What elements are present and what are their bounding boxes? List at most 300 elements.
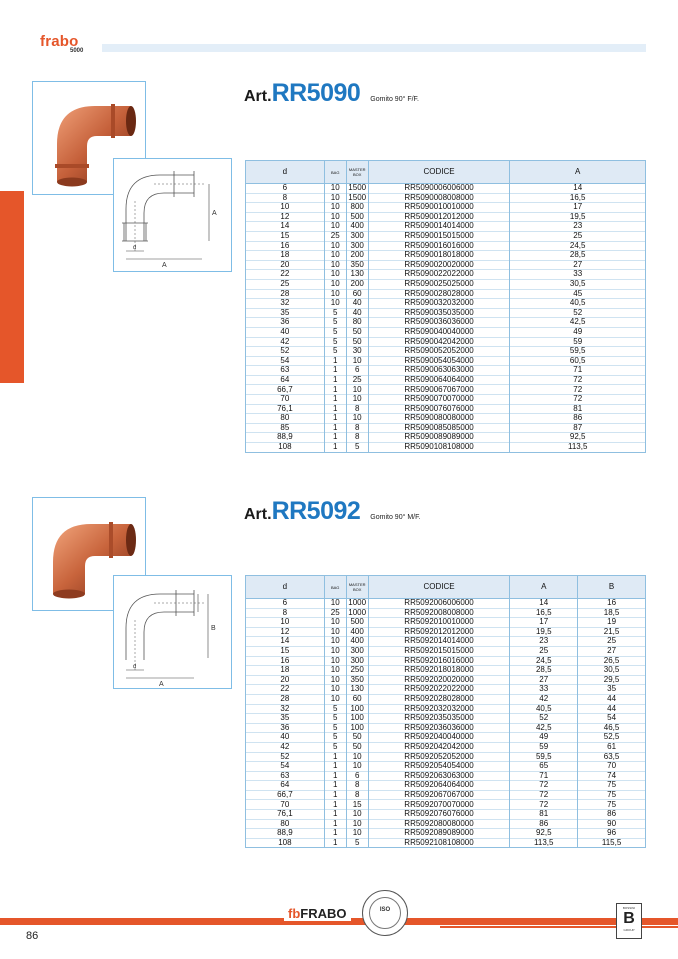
table-row: [246, 231, 646, 241]
table-cell: 10: [324, 270, 346, 280]
table-cell: 25: [324, 608, 346, 618]
table-cell: 1: [324, 752, 346, 762]
col-header-master-box: MASTER BOX: [346, 161, 368, 184]
table-row: [246, 375, 646, 385]
table-cell: 1: [324, 414, 346, 424]
table-cell: 59: [510, 742, 578, 752]
table-cell: 16,5: [510, 193, 646, 203]
table-row: [246, 656, 646, 666]
table-cell: 40,5: [510, 299, 646, 309]
table-cell: RR5092008008000: [368, 608, 510, 618]
table-cell: 64: [246, 781, 325, 791]
table-row: [246, 423, 646, 433]
table-cell: RR5092054054000: [368, 762, 510, 772]
table-cell: 96: [578, 829, 646, 839]
table-cell: 60: [346, 289, 368, 299]
table-cell: 54: [246, 356, 325, 366]
badge-top-text: BOSSINI: [622, 906, 636, 910]
table-cell: RR5090042042000: [368, 337, 510, 347]
table-cell: 200: [346, 251, 368, 261]
article-code: RR5092: [271, 497, 361, 525]
table-cell: 50: [346, 337, 368, 347]
art-prefix: Art.: [244, 506, 272, 523]
table-cell: 32: [246, 299, 325, 309]
table-cell: 5: [324, 327, 346, 337]
table-cell: 87: [510, 423, 646, 433]
table-cell: 10: [324, 299, 346, 309]
table-cell: 30: [346, 347, 368, 357]
table-cell: 800: [346, 203, 368, 213]
table-row: [246, 203, 646, 213]
table-cell: 27: [578, 646, 646, 656]
table-cell: 1: [324, 423, 346, 433]
table-cell: 40: [246, 733, 325, 743]
table-cell: 80: [346, 318, 368, 328]
side-tab: [0, 191, 24, 383]
table-cell: 5: [324, 308, 346, 318]
table-cell: RR5090089089000: [368, 433, 510, 443]
table-cell: 81: [510, 404, 646, 414]
table-cell: 16: [246, 656, 325, 666]
table-cell: 1: [324, 356, 346, 366]
table-cell: 59: [510, 337, 646, 347]
drawing-label-d: d: [133, 664, 137, 670]
table-cell: 15: [246, 231, 325, 241]
col-header-b: B: [578, 576, 646, 599]
table-cell: 29,5: [578, 675, 646, 685]
table-row: [246, 781, 646, 791]
col-header-d: d: [246, 576, 325, 599]
table-cell: 1: [324, 375, 346, 385]
table-cell: 10: [324, 675, 346, 685]
table-cell: 1000: [346, 608, 368, 618]
table-cell: 16: [246, 241, 325, 251]
drawing-label-d: d: [133, 245, 137, 251]
table-cell: 72: [510, 781, 578, 791]
table-cell: 44: [578, 694, 646, 704]
table-cell: 16,5: [510, 608, 578, 618]
table-row: [246, 704, 646, 714]
table-cell: 66,7: [246, 385, 325, 395]
table-cell: 71: [510, 771, 578, 781]
table-cell: 88,9: [246, 829, 325, 839]
table-cell: RR5090025025000: [368, 279, 510, 289]
table-cell: 10: [324, 251, 346, 261]
table-cell: 10: [346, 752, 368, 762]
table-row: [246, 212, 646, 222]
table-cell: 10: [324, 694, 346, 704]
table-cell: 72: [510, 800, 578, 810]
table-row: [246, 395, 646, 405]
table-cell: 72: [510, 395, 646, 405]
table-cell: 10: [324, 618, 346, 628]
table-cell: 86: [578, 810, 646, 820]
table-row: [246, 637, 646, 647]
table-cell: 25: [246, 279, 325, 289]
table-cell: 46,5: [578, 723, 646, 733]
table-cell: 54: [578, 714, 646, 724]
table-cell: RR5092036036000: [368, 723, 510, 733]
table-cell: 1: [324, 810, 346, 820]
table-cell: 72: [510, 385, 646, 395]
table-row: [246, 790, 646, 800]
footer-logo-word: FRABO: [300, 906, 347, 921]
table-row: [246, 819, 646, 829]
table-cell: 8: [346, 781, 368, 791]
table-cell: 15: [346, 800, 368, 810]
table-cell: 1: [324, 838, 346, 848]
table-cell: 5: [324, 742, 346, 752]
table-cell: 10: [346, 395, 368, 405]
table-cell: 19,5: [510, 627, 578, 637]
table-cell: 65: [510, 762, 578, 772]
table-row: [246, 193, 646, 203]
table-cell: 1: [324, 781, 346, 791]
footer-band-thin: [440, 926, 678, 928]
table-row: [246, 222, 646, 232]
table-cell: 1: [324, 443, 346, 453]
table-cell: RR5090076076000: [368, 404, 510, 414]
table-row: [246, 714, 646, 724]
table-cell: 36: [246, 723, 325, 733]
table-row: [246, 347, 646, 357]
table-cell: 1: [324, 800, 346, 810]
table-cell: 80: [246, 819, 325, 829]
table-cell: 10: [324, 212, 346, 222]
table-cell: 76,1: [246, 810, 325, 820]
table-cell: 1500: [346, 193, 368, 203]
table-cell: RR5090080080000: [368, 414, 510, 424]
table-cell: 92,5: [510, 829, 578, 839]
table-cell: RR5092080080000: [368, 819, 510, 829]
table-cell: 63: [246, 771, 325, 781]
table-cell: 10: [324, 279, 346, 289]
table-cell: RR5092040040000: [368, 733, 510, 743]
table-row: [246, 694, 646, 704]
table-cell: 17: [510, 618, 578, 628]
table-cell: 42: [510, 694, 578, 704]
table-row: [246, 838, 646, 848]
table-row: [246, 270, 646, 280]
table-cell: 70: [246, 800, 325, 810]
table-row: [246, 279, 646, 289]
table-cell: RR5090018018000: [368, 251, 510, 261]
table-row: [246, 308, 646, 318]
table-cell: RR5092014014000: [368, 637, 510, 647]
table-cell: RR5090022022000: [368, 270, 510, 280]
col-header-a: A: [510, 576, 578, 599]
product-table-rr5092: [245, 575, 646, 848]
table-cell: 200: [346, 279, 368, 289]
table-cell: 1: [324, 385, 346, 395]
table-cell: 81: [510, 810, 578, 820]
table-row: [246, 675, 646, 685]
article-description: Gomito 90° M/F.: [370, 514, 421, 521]
col-header-master-box: MASTER BOX: [346, 576, 368, 599]
table-cell: 19,5: [510, 212, 646, 222]
table-cell: 25: [510, 231, 646, 241]
drawing-label-a: A: [159, 681, 164, 688]
table-cell: RR5090028028000: [368, 289, 510, 299]
table-row: [246, 251, 646, 261]
table-cell: 33: [510, 270, 646, 280]
table-cell: 52: [246, 752, 325, 762]
logo-word: frabo: [40, 33, 79, 50]
table-cell: RR5090108108000: [368, 443, 510, 453]
table-cell: 1000: [346, 599, 368, 609]
table-row: [246, 404, 646, 414]
table-cell: 23: [510, 222, 646, 232]
article-description: Gomito 90° F/F.: [370, 96, 419, 103]
table-cell: RR5090010010000: [368, 203, 510, 213]
table-cell: 350: [346, 675, 368, 685]
table-cell: 33: [510, 685, 578, 695]
table-cell: 115,5: [578, 838, 646, 848]
table-cell: 15: [246, 646, 325, 656]
table-cell: 10: [324, 241, 346, 251]
table-cell: RR5090008008000: [368, 193, 510, 203]
table-cell: 5: [324, 723, 346, 733]
table-cell: RR5092052052000: [368, 752, 510, 762]
table-cell: 20: [246, 675, 325, 685]
art-prefix: Art.: [244, 88, 272, 105]
table-cell: 8: [346, 404, 368, 414]
table-row: [246, 414, 646, 424]
table-cell: 5: [324, 704, 346, 714]
table-row: [246, 733, 646, 743]
table-cell: RR5090054054000: [368, 356, 510, 366]
table-cell: 40: [346, 299, 368, 309]
table-cell: 10: [324, 222, 346, 232]
table-cell: 75: [578, 781, 646, 791]
article-title-rr5092: [244, 497, 421, 526]
article-code: RR5090: [271, 79, 361, 107]
table-row: [246, 299, 646, 309]
drawing-label-a-horizontal: A: [162, 262, 167, 269]
table-cell: RR5090035035000: [368, 308, 510, 318]
table-cell: RR5090020020000: [368, 260, 510, 270]
header-band: [102, 44, 646, 52]
table-cell: 1: [324, 433, 346, 443]
table-row: [246, 433, 646, 443]
table-cell: 5: [346, 443, 368, 453]
table-cell: RR5092015015000: [368, 646, 510, 656]
table-row: [246, 385, 646, 395]
table-cell: 1: [324, 404, 346, 414]
logo-sub: 5000: [70, 48, 84, 54]
table-row: [246, 666, 646, 676]
table-cell: 35: [246, 308, 325, 318]
table-cell: RR5090012012000: [368, 212, 510, 222]
table-cell: RR5092067067000: [368, 790, 510, 800]
table-cell: 5: [324, 318, 346, 328]
table-cell: 10: [324, 260, 346, 270]
table-cell: 45: [510, 289, 646, 299]
table-cell: RR5092032032000: [368, 704, 510, 714]
table-cell: 10: [346, 385, 368, 395]
table-cell: 30,5: [510, 279, 646, 289]
table-cell: RR5092020020000: [368, 675, 510, 685]
table-cell: 92,5: [510, 433, 646, 443]
table-cell: 300: [346, 231, 368, 241]
table-cell: 75: [578, 800, 646, 810]
table-cell: 49: [510, 733, 578, 743]
table-cell: 113,5: [510, 838, 578, 848]
table-cell: 19: [578, 618, 646, 628]
table-cell: 52,5: [578, 733, 646, 743]
table-cell: 66,7: [246, 790, 325, 800]
table-row: [246, 685, 646, 695]
table-cell: 50: [346, 327, 368, 337]
table-cell: 10: [324, 666, 346, 676]
table-cell: 1: [324, 395, 346, 405]
table-cell: RR5092016016000: [368, 656, 510, 666]
table-cell: 26,5: [578, 656, 646, 666]
badge-letter: B: [623, 910, 635, 927]
frabo-logo: [40, 33, 84, 54]
table-cell: 100: [346, 714, 368, 724]
table-row: [246, 356, 646, 366]
table-cell: 40,5: [510, 704, 578, 714]
table-cell: 36: [246, 318, 325, 328]
table-cell: 8: [346, 433, 368, 443]
product-table-rr5090: [245, 160, 646, 453]
table-cell: 10: [324, 203, 346, 213]
table-cell: 108: [246, 443, 325, 453]
table-cell: 6: [346, 771, 368, 781]
table-row: [246, 337, 646, 347]
table-cell: 130: [346, 270, 368, 280]
table-cell: 24,5: [510, 656, 578, 666]
table-cell: 42,5: [510, 318, 646, 328]
table-cell: 63: [246, 366, 325, 376]
table-cell: RR5090052052000: [368, 347, 510, 357]
table-row: [246, 599, 646, 609]
table-cell: RR5092108108000: [368, 838, 510, 848]
article-title-rr5090: [244, 79, 419, 108]
table-cell: 70: [246, 395, 325, 405]
table-cell: 76,1: [246, 404, 325, 414]
table-cell: 59,5: [510, 752, 578, 762]
table-row: [246, 241, 646, 251]
table-cell: 1: [324, 771, 346, 781]
badge-bottom-text: GROUP: [623, 928, 635, 932]
table-cell: 10: [324, 646, 346, 656]
table-cell: 400: [346, 222, 368, 232]
table-cell: 400: [346, 637, 368, 647]
table-cell: 27: [510, 260, 646, 270]
table-cell: 40: [346, 308, 368, 318]
table-cell: 5: [346, 838, 368, 848]
table-cell: 86: [510, 414, 646, 424]
table-cell: 6: [246, 599, 325, 609]
table-cell: 28: [246, 694, 325, 704]
table-cell: 10: [346, 356, 368, 366]
table-cell: 64: [246, 375, 325, 385]
table-cell: RR5090040040000: [368, 327, 510, 337]
table-cell: 18: [246, 666, 325, 676]
cert-text: ISO: [379, 907, 391, 913]
footer-frabo-logo: [284, 906, 351, 921]
table-cell: RR5090063063000: [368, 366, 510, 376]
table-cell: RR5090006006000: [368, 184, 510, 194]
table-cell: 250: [346, 666, 368, 676]
table-cell: 28,5: [510, 251, 646, 261]
table-cell: 8: [346, 423, 368, 433]
table-cell: 108: [246, 838, 325, 848]
table-cell: RR5092063063000: [368, 771, 510, 781]
table-row: [246, 627, 646, 637]
table-cell: 42: [246, 742, 325, 752]
table-cell: RR5092012012000: [368, 627, 510, 637]
table-cell: 52: [246, 347, 325, 357]
table-row: [246, 771, 646, 781]
col-header-bag: BAG: [324, 161, 346, 184]
table-row: [246, 618, 646, 628]
col-header-bag: BAG: [324, 576, 346, 599]
table-cell: 500: [346, 618, 368, 628]
table-row: [246, 646, 646, 656]
table-cell: 100: [346, 723, 368, 733]
table-cell: 42,5: [510, 723, 578, 733]
table-cell: 17: [510, 203, 646, 213]
table-row: [246, 366, 646, 376]
table-cell: 24,5: [510, 241, 646, 251]
table-cell: 8: [246, 193, 325, 203]
table-cell: 70: [578, 762, 646, 772]
table-cell: 14: [510, 599, 578, 609]
table-cell: RR5092089089000: [368, 829, 510, 839]
table-cell: 35: [246, 714, 325, 724]
table-cell: 10: [346, 829, 368, 839]
table-cell: 10: [324, 685, 346, 695]
table-cell: 10: [324, 193, 346, 203]
table-cell: 52: [510, 714, 578, 724]
table-cell: RR5090070070000: [368, 395, 510, 405]
table-cell: 74: [578, 771, 646, 781]
table-cell: 21,5: [578, 627, 646, 637]
table-cell: 10: [324, 637, 346, 647]
table-cell: 27: [510, 675, 578, 685]
table-cell: 20: [246, 260, 325, 270]
table-cell: RR5092064064000: [368, 781, 510, 791]
table-cell: 100: [346, 704, 368, 714]
table-cell: 71: [510, 366, 646, 376]
table-cell: 300: [346, 656, 368, 666]
table-cell: RR5090016016000: [368, 241, 510, 251]
table-cell: 54: [246, 762, 325, 772]
table-cell: 10: [324, 599, 346, 609]
table-cell: RR5090085085000: [368, 423, 510, 433]
table-cell: 25: [578, 637, 646, 647]
table-cell: 1500: [346, 184, 368, 194]
table-cell: 14: [246, 222, 325, 232]
table-cell: 1: [324, 790, 346, 800]
table-cell: 72: [510, 375, 646, 385]
table-cell: 300: [346, 241, 368, 251]
table-row: [246, 762, 646, 772]
col-header-a: A: [510, 161, 646, 184]
table-cell: 25: [324, 231, 346, 241]
table-cell: 52: [510, 308, 646, 318]
table-cell: 80: [246, 414, 325, 424]
table-cell: 28,5: [510, 666, 578, 676]
table-cell: 85: [246, 423, 325, 433]
table-row: [246, 443, 646, 453]
table-cell: RR5090067067000: [368, 385, 510, 395]
bossini-group-badge: [616, 903, 642, 939]
table-cell: 6: [246, 184, 325, 194]
